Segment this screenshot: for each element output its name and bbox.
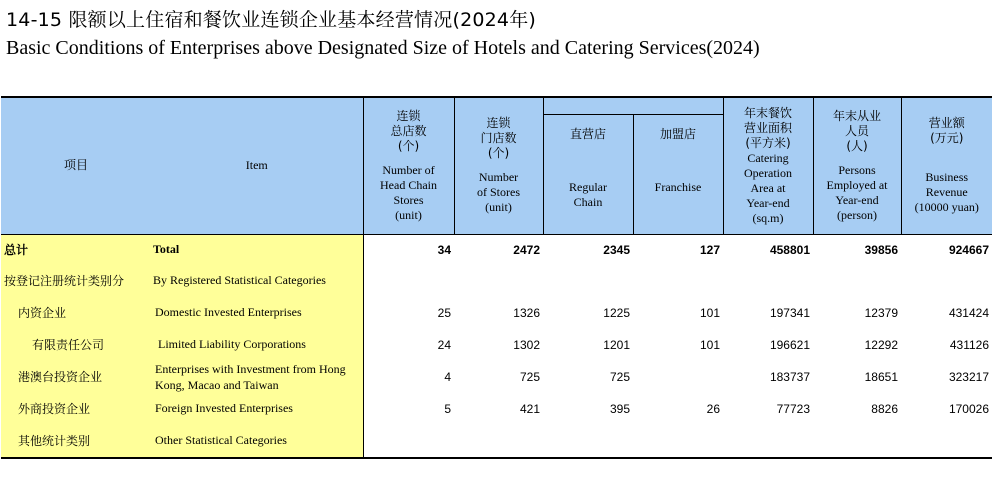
row-label-en: Limited Liability Corporations	[151, 329, 363, 361]
row-label-en: Total	[151, 234, 363, 265]
cell-revenue	[901, 265, 992, 297]
table-row	[1, 329, 992, 361]
table-row	[1, 297, 992, 329]
cell-persons: 39856	[864, 242, 898, 257]
row-label-en: Foreign Invested Enterprises	[151, 393, 363, 425]
cell-head-chain: 24	[437, 337, 451, 352]
cell-regular: 2345	[603, 242, 630, 257]
cell-stores: 2472	[513, 242, 540, 257]
cell-area	[723, 265, 813, 297]
cell-franchise: 127	[699, 242, 720, 257]
table-row	[1, 425, 992, 458]
cell-area: 196621	[769, 337, 810, 352]
header-catering-area: 年末餐饮 营业面积 (平方米) Catering Operation Area at Year-end (sq.m)	[723, 97, 813, 234]
statistics-table	[1, 96, 992, 459]
table-row	[1, 393, 992, 425]
row-label-cn: 其他统计类别	[1, 425, 151, 458]
header-regular-chain: 直营店 Regular Chain	[543, 114, 633, 234]
cell-stores: 421	[519, 401, 540, 416]
cell-persons: 12379	[864, 305, 898, 320]
cell-franchise	[633, 361, 723, 393]
header-head-chain-stores: 连锁 总店数 (个) Number of Head Chain Stores (unit)	[363, 97, 454, 234]
cell-revenue: 170026	[948, 401, 989, 416]
cell-revenue	[901, 425, 992, 458]
header-persons-employed: 年末从业 人员 (人) Persons Employed at Year-end (person)	[813, 97, 901, 234]
header-business-revenue: 营业额 (万元) Business Revenue (10000 yuan)	[901, 97, 992, 234]
cell-revenue: 431424	[948, 305, 989, 320]
cell-head-chain	[363, 265, 454, 297]
cell-regular: 1201	[603, 337, 630, 352]
row-label-en: Enterprises with Investment from Hong Kong, Macao and Taiwan	[151, 361, 363, 393]
row-label-en: By Registered Statistical Categories	[151, 265, 363, 297]
cell-stores: 1326	[513, 305, 540, 320]
cell-persons: 12292	[864, 337, 898, 352]
table-row-total	[1, 234, 992, 265]
row-label-cn: 外商投资企业	[1, 393, 151, 425]
cell-franchise	[633, 265, 723, 297]
cell-head-chain: 5	[444, 401, 451, 416]
cell-revenue: 924667	[948, 242, 989, 257]
cell-area: 197341	[769, 305, 810, 320]
cell-regular: 725	[609, 369, 630, 384]
cell-revenue: 431126	[949, 337, 989, 352]
cell-regular	[543, 425, 633, 458]
cell-franchise	[633, 425, 723, 458]
cell-franchise: 26	[706, 401, 720, 416]
cell-head-chain: 34	[437, 242, 451, 257]
cell-persons: 8826	[871, 401, 898, 416]
cell-stores: 1302	[513, 337, 540, 352]
header-number-of-stores: 连锁 门店数 (个) Number of Stores (unit)	[454, 97, 543, 234]
header-item-en: Item	[151, 97, 363, 234]
cell-regular	[543, 265, 633, 297]
row-label-cn: 港澳台投资企业	[1, 361, 151, 393]
cell-persons	[813, 425, 901, 458]
cell-head-chain: 25	[437, 305, 451, 320]
header-item-cn: 项目	[1, 97, 151, 234]
table-row	[1, 361, 992, 393]
cell-regular: 395	[609, 401, 630, 416]
cell-regular: 1225	[603, 305, 630, 320]
row-label-cn: 有限责任公司	[1, 329, 151, 361]
row-label-cn: 总计	[1, 234, 151, 265]
header-franchise: 加盟店 Franchise	[633, 114, 723, 234]
row-label-en: Domestic Invested Enterprises	[151, 297, 363, 329]
header-stores-group-spacer	[543, 97, 723, 114]
cell-stores	[454, 265, 543, 297]
cell-franchise: 101	[699, 305, 720, 320]
table-title-chinese: 14-15 限额以上住宿和餐饮业连锁企业基本经营情况(2024年)	[6, 9, 537, 31]
cell-head-chain	[363, 425, 454, 458]
cell-revenue: 323217	[948, 369, 989, 384]
table-title-english: Basic Conditions of Enterprises above Designated Size of Hotels and Catering Services(2024)	[6, 37, 760, 59]
cell-area: 458801	[769, 242, 810, 257]
cell-persons: 18651	[864, 369, 898, 384]
cell-area: 183737	[769, 369, 810, 384]
row-label-en: Other Statistical Categories	[151, 425, 363, 458]
cell-area: 77723	[776, 401, 810, 416]
cell-franchise: 101	[699, 337, 720, 352]
table-row	[1, 265, 992, 297]
cell-persons	[813, 265, 901, 297]
cell-stores: 725	[519, 369, 540, 384]
cell-head-chain: 4	[444, 369, 451, 384]
row-label-cn: 按登记注册统计类别分	[1, 265, 151, 297]
cell-area	[723, 425, 813, 458]
cell-stores	[454, 425, 543, 458]
row-label-cn: 内资企业	[1, 297, 151, 329]
